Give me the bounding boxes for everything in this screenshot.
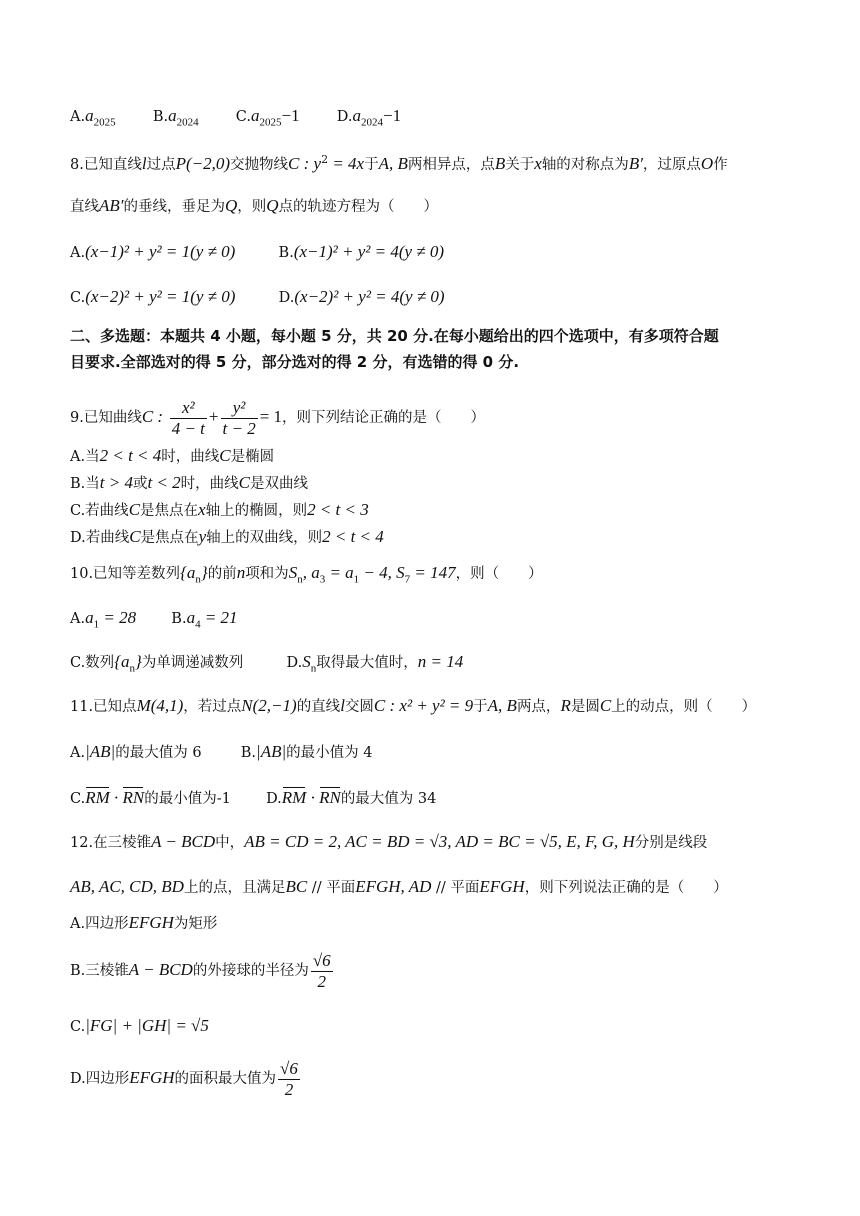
section2-heading-line2: 目要求.全部选对的得 5 分，部分选对的得 2 分，有选错的得 0 分. [70,353,520,371]
q8-stem-line1: 8.已知直线l过点P(−2,0)交抛物线C : $y^2 = 4x$于A, B两相异点，点B关于x轴的对称点为B′，过原点O作 [70,153,728,173]
q7-option-c: $a_{2025}$ [250,106,282,129]
q12-option-b: B.三棱锥A − BCD的外接球的半径为 $\frac{√6}{2}$ [70,950,331,991]
q8-option-c: (x−2)² + y² = 1(y ≠ 0) [85,287,236,306]
q12-stem-line1: 12.在三棱锥A − BCD中，AB = CD = 2, AC = BD = √3, AD = BC = √5, E, F, G, H分别是线段 [70,832,708,851]
q12-stem-line2: AB, AC, CD, BD上的点，且满足BC // 平面EFGH, AD // 平面EFGH，则下列说法正确的是（ ） [70,877,728,896]
q9-option-c: C.若曲线C是焦点在x轴上的椭圆，则2 < t < 3 [70,500,369,519]
q12-option-a: A.四边形EFGH为矩形 [70,913,218,932]
q8-option-a-label: A. [70,245,86,261]
q7-option-c-label: C. [235,109,251,125]
q10-options-ab: $A.a_1 = 28$ $B.a_4 = 21$ [70,608,238,631]
q11-stem: 11.已知点M(4,1)，若过点N(2,−1)的直线l交圆C : x² + y² = 9于A, B两点，R是圆C上的动点，则（ ） [70,696,757,715]
q8-option-b: (x−1)² + y² = 4(y ≠ 0) [293,242,445,261]
q10-option-a: $a_1 = 28$ [85,608,137,631]
q10-options-cd: C.数列$\{a_n\}$为单调递减数列 $D.S_n$取得最大值时，n = 14 [70,652,464,675]
q11-options-ab: A.|AB|的最大值为 6 B.|AB|的最小值为 4 [70,742,373,761]
q8-option-c-label: C. [70,290,86,306]
q8-options-ab [70,242,444,263]
q8-options-cd [70,287,445,308]
q8-stem-line2: 直线AB′的垂线，垂足为Q，则Q点的轨迹方程为（ ） [70,196,439,215]
q8-option-d-label: D. [278,290,295,306]
q9-option-b: B.当t > 4或t < 2时，曲线C是双曲线 [70,473,309,492]
q7-option-b: $a_{2024}$ [168,106,199,129]
q7-option-a-label: A. [70,109,86,125]
q9-stem: 9.已知曲线C : $\frac{\text{x²}}{4 - t}$ + $\frac{\text{y²}}{t - 2}$ = 1，则下列结论正确的是（ ） [70,397,486,438]
q9-option-d: D.若曲线C是焦点在y轴上的双曲线，则2 < t < 4 [70,527,384,546]
q9-fraction-2: $\frac{\text{y²}}{t - 2}$ [222,397,256,438]
q11-options-cd: C.RM · RN的最小值为-1 D.RM · RN的最大值为 34 [70,788,437,807]
q7-options: $A.a_{2025}$ $B.a_{2024}$ $C.a_{2025}-1$ $D.a_{2024}-1$ [70,106,402,129]
q12-option-c: C.|FG| + |GH| = √5 [70,1016,209,1035]
q10-stem: 10.已知等差数列$\{a_n\}$的前n项和为$S_n$, $a_3 = a_1 - 4$, $S_7 = 147$，则（ ） [70,563,543,586]
q12-option-b-fraction: $\frac{√6}{2}$ [312,950,331,991]
q7-option-d: $a_{2024}$ [352,106,384,129]
q8-option-a: (x−1)² + y² = 1(y ≠ 0) [85,242,236,261]
q12-option-d: D.四边形EFGH的面积最大值为 $\frac{√6}{2}$ [70,1058,298,1099]
q10-option-b: $a_4 = 21$ [186,608,238,631]
q8-option-d: (x−2)² + y² = 4(y ≠ 0) [294,287,445,306]
q8-option-b-label: B. [278,245,294,261]
section2-heading-line1: 二、多选题：本题共 4 小题，每小题 5 分，共 20 分.在每小题给出的四个选项中，有多项符合题 [70,327,719,345]
q12-option-d-fraction: $\frac{√6}{2}$ [280,1058,298,1099]
q9-fraction-1: $\frac{\text{x²}}{4 - t}$ [171,397,205,438]
q7-option-a: $a_{2025}$ [85,106,116,129]
q7-option-b-label: B. [152,109,169,125]
q7-option-d-label: D. [336,109,353,125]
q9-option-a: A.当2 < t < 4时，曲线C是椭圆 [70,446,275,465]
